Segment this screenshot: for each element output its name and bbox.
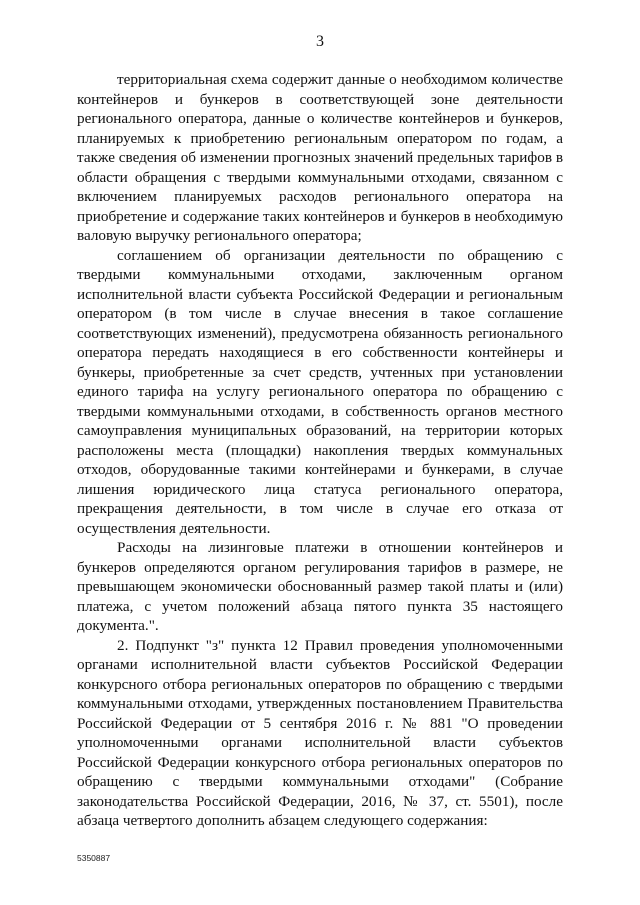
paragraph-territorial-scheme: территориальная схема содержит данные о необходимом количестве контейнеров и бункеров в соответствующей зоне деятельности регионального оператора, данные о количестве контейнеров и бункеров, планируемых к приобретению региональным оператором по годам, а также сведения об изменении прогнозных значений предельных тарифов в области обращения с твердыми коммунальными отходами, связанном с включением планируемых расходов регионального оператора на приобретение и содержание таких контейнеров и бункеров в необходимую валовую выручку регионального оператора; — [77, 71, 563, 244]
paragraph-leasing-expenses: Расходы на лизинговые платежи в отношении контейнеров и бункеров определяются органом регулирования тарифов в размере, не превышающем экономически обоснованный размер такой платы и (или) платежа, с учетом положений абзаца пятого пункта 35 настоящего документа.". — [77, 539, 563, 634]
page-number: 3 — [316, 33, 324, 50]
document-code: 5350887 — [77, 853, 111, 863]
document-body — [77, 70, 563, 831]
paragraph-agreement: соглашением об организации деятельности по обращению с твердыми коммунальными отходами, заключенным органом исполнительной власти субъекта Российской Федерации и региональным оператором (в том числе в случае внесения в такое соглашение соответствующих изменений), предусмотрена обязанность регионального оператора передать находящиеся в его собственности контейнеры и бункеры, приобретенные за счет средств, учтенных при установлении единого тарифа на услугу регионального оператора по обращению с твердыми коммунальными отходами, в собственность органов местного самоуправления муниципальных образований, на территории которых расположены места (площадки) накопления твердых коммунальных отходов, оборудованные такими контейнерами и бункерами, в случае лишения юридического лица статуса регионального оператора, прекращения деятельности, в том числе в случае его отказа от осуществления деятельности. — [77, 246, 563, 537]
paragraph-amendment-2: 2. Подпункт "з" пункта 12 Правил проведения уполномоченными органами исполнительной власти субъектов Российской Федерации конкурсного отбора региональных операторов по обращению с твердыми коммунальными отходами, утвержденных постановлением Правительства Российской Федерации от 5 сентября 2016 г. № 881 "О проведении уполномоченными органами исполнительной власти субъектов Российской Федерации конкурсного отбора региональных операторов по обращению с твердыми коммунальными отходами" (Собрание законодательства Российской Федерации, 2016, № 37, ст. 5501), после абзаца четвертого дополнить абзацем следующего содержания: — [77, 636, 563, 829]
